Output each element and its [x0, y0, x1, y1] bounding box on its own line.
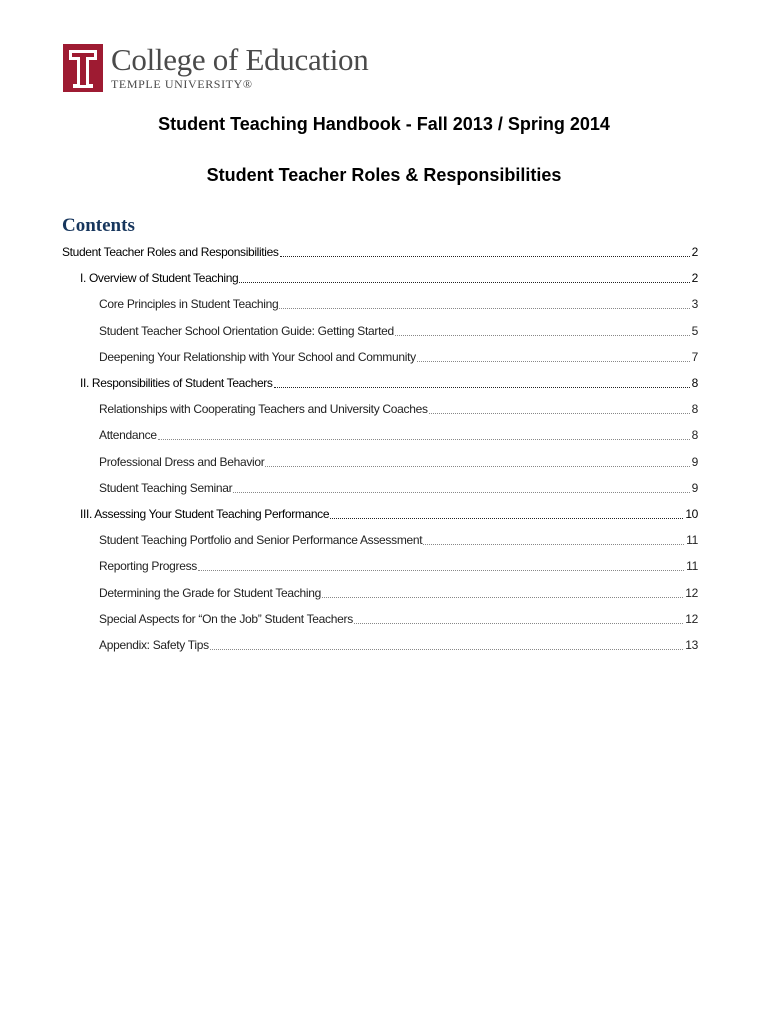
toc-page-number: 9: [691, 454, 698, 469]
toc-dot-leader: [233, 491, 689, 493]
toc-dot-leader: [395, 334, 690, 336]
toc-page-number: 10: [685, 507, 698, 521]
toc-page-number: 3: [691, 297, 698, 312]
toc-entry-title: Relationships with Cooperating Teachers and University Coaches: [99, 402, 428, 417]
college-logo: [63, 44, 368, 92]
toc-entry-title: Reporting Progress: [99, 559, 197, 574]
toc-entry-title: Student Teacher School Orientation Guide: Getting Started: [99, 323, 394, 338]
toc-page-number: 8: [691, 402, 698, 417]
logo-college-name: College of Education: [111, 42, 369, 77]
toc-entry-title: Deepening Your Relationship with Your School and Community: [99, 349, 416, 364]
toc-page-number: 13: [685, 638, 698, 652]
toc-dot-leader: [322, 596, 683, 598]
toc-entry-title: II. Responsibilities of Student Teachers: [80, 376, 273, 390]
toc-entry[interactable]: [99, 349, 698, 365]
toc-entry-title: I. Overview of Student Teaching: [80, 271, 239, 286]
toc-dot-leader: [423, 543, 684, 545]
toc-entry[interactable]: [80, 270, 698, 286]
contents-heading: Contents: [62, 215, 135, 236]
toc-entry-title: Special Aspects for “On the Job” Student Teachers: [99, 611, 353, 626]
toc-entry-title: Student Teacher Roles and Responsibilities: [62, 245, 279, 259]
toc-entry[interactable]: [99, 558, 698, 574]
toc-entry[interactable]: [99, 532, 698, 548]
toc-entry-title: Professional Dress and Behavior: [99, 454, 265, 469]
toc-entry[interactable]: [80, 506, 698, 522]
toc-page-number: 5: [691, 323, 698, 338]
toc-entry[interactable]: [99, 637, 698, 653]
toc-dot-leader: [330, 517, 683, 519]
toc-entry-title: Core Principles in Student Teaching: [99, 297, 279, 312]
toc-entry-title: Attendance: [99, 428, 157, 443]
toc-dot-leader: [274, 386, 690, 388]
toc-page-number: 2: [691, 245, 698, 259]
toc-dot-leader: [417, 360, 690, 362]
toc-entry-title: Appendix: Safety Tips: [99, 638, 209, 652]
toc-entry[interactable]: [99, 427, 698, 443]
toc-entry[interactable]: [62, 244, 698, 260]
toc-dot-leader: [279, 307, 689, 309]
toc-entry-title: Student Teaching Portfolio and Senior Performance Assessment: [99, 533, 423, 548]
toc-entry[interactable]: [99, 611, 698, 627]
toc-entry[interactable]: [99, 585, 698, 601]
toc-entry[interactable]: [99, 296, 698, 312]
toc-page-number: 2: [691, 271, 698, 286]
toc-entry-title: Determining the Grade for Student Teaching: [99, 585, 321, 600]
toc-entry-title: III. Assessing Your Student Teaching Performance: [80, 507, 330, 521]
handbook-title: Student Teaching Handbook - Fall 2013 / Spring 2014: [158, 114, 610, 134]
toc-dot-leader: [354, 622, 683, 624]
toc-dot-leader: [158, 438, 690, 440]
toc-page-number: 12: [685, 611, 698, 626]
toc-entry[interactable]: [80, 375, 698, 391]
section-title: Student Teacher Roles & Responsibilities: [206, 165, 562, 185]
toc-dot-leader: [198, 569, 684, 571]
toc-page-number: 11: [686, 559, 698, 574]
toc-page-number: 9: [691, 480, 698, 495]
toc-entry[interactable]: [99, 323, 698, 339]
toc-entry[interactable]: [99, 401, 698, 417]
toc-dot-leader: [210, 648, 683, 650]
toc-dot-leader: [429, 412, 690, 414]
toc-entry[interactable]: [99, 454, 698, 470]
toc-page-number: 11: [686, 533, 698, 548]
toc-entry-title: Student Teaching Seminar: [99, 480, 233, 495]
toc-entry[interactable]: [99, 480, 698, 496]
toc-page-number: 7: [691, 349, 698, 364]
toc-page-number: 8: [691, 428, 698, 443]
logo-university-name: TEMPLE UNIVERSITY®: [111, 77, 253, 91]
toc-page-number: 12: [685, 585, 698, 600]
toc-dot-leader: [265, 465, 689, 467]
toc-dot-leader: [239, 281, 689, 283]
toc-page-number: 8: [691, 376, 698, 390]
temple-t-logo-icon: [63, 44, 103, 92]
toc-dot-leader: [280, 255, 690, 257]
